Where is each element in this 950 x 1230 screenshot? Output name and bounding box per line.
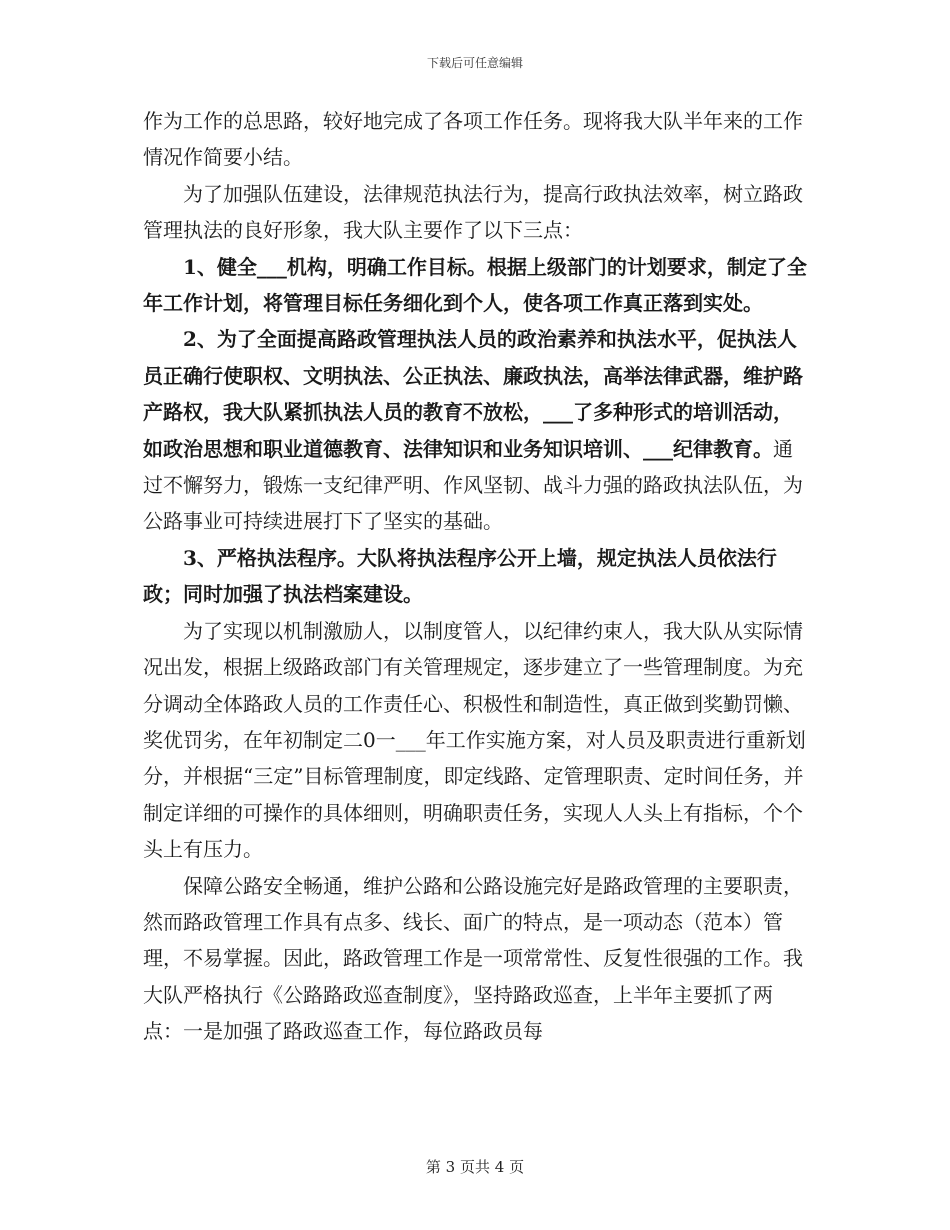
document-body — [143, 103, 808, 1050]
item-2-bold-text: 2、为了全面提高路政管理执法人员的政治素养和执法水平，促执法人员正确行使职权、文明执法、公正执法、廉政执法，高举法律武器，维护路产路权，我大队紧抓执法人员的教育不放松，___了多种形式的培训活动，如政治思想和职业道德教育、法律知识和业务知识培训、___纪律教育。 — [143, 327, 803, 461]
paragraph-1: 作为工作的总思路，较好地完成了各项工作任务。现将我大队半年来的工作情况作简要小结。 — [143, 109, 803, 170]
paragraph-6: 为了实现以机制激励人，以制度管人，以纪律约束人，我大队从实际情况出发，根据上级路政部门有关管理规定，逐步建立了一些管理制度。为充分调动全体路政人员的工作责任心、积极性和制造性，真正做到奖勤罚懒、奖优罚劣，在年初制定二0一___年工作实施方案，对人员及职责进行重新划分，并根据“三定”目标管理制度，即定线路、定管理职责、定时间任务，并制定详细的可操作的具体细则，明确职责任务，实现人人头上有指标，个个头上有压力。 — [143, 618, 806, 862]
paragraph-2: 为了加强队伍建设，法律规范执法行为，提高行政执法效率，树立路政管理执法的良好形象，我大队主要作了以下三点： — [143, 181, 803, 243]
paragraph-4-item-2 — [143, 321, 808, 539]
page-footer: 第 3 页共 4 页 — [425, 1158, 525, 1176]
paragraph-5-item-3: 3、严格执法程序。大队将执法程序公开上墙，规定执法人员依法行政；同时加强了执法档案建设。 — [143, 545, 777, 607]
paragraph-3-item-1: 1、健全___机构，明确工作目标。根据上级部门的计划要求，制定了全年工作计划，将管理目标任务细化到个人，使各项工作真正落到实处。 — [143, 254, 807, 316]
paragraph-7: 保障公路安全畅通，维护公路和公路设施完好是路政管理的主要职责，然而路政管理工作具有点多、线长、面广的特点，是一项动态（范本）管理，不易掌握。因此，路政管理工作是一项常常性、反复性很强的工作。我大队严格执行《公路路政巡查制度》，坚持路政巡查，上半年主要抓了两点：一是加强了路政巡查工作，每位路政员每 — [143, 873, 803, 1044]
page-header: 下载后可任意编辑 — [426, 56, 523, 70]
item-2-normal-text: 通过不懈努力，锻炼一支纪律严明、作风坚韧、战斗力强的路政执法队伍，为公路事业可持续进展打下了坚实的基础。 — [143, 436, 803, 534]
